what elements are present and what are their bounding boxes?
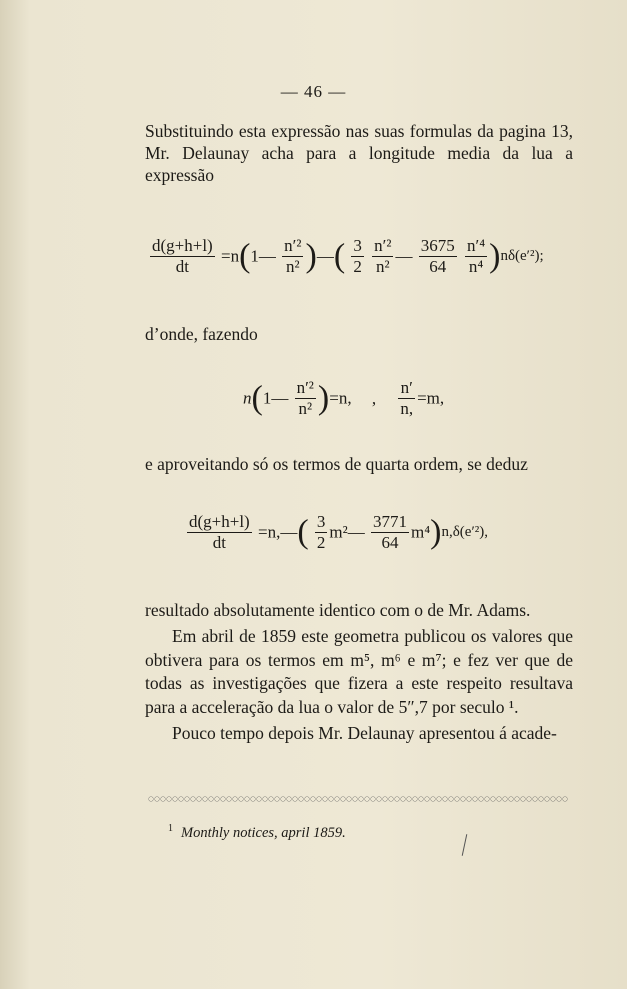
paragraph-donde: d’onde, fazendo <box>145 324 258 344</box>
paragraph-body: resultado absolutamente identico com o de Mr. Adams. Em abril de 1859 este geometra publicou os valores que obtivera para os termos em m⁵, m⁶ e m⁷; e fez ver que de todas as investigações que fizera a este respeito resultava para a acceleração da lua o valor de 5″,7 por seculo ¹. Pouco tempo depois Mr. Delaunay apresentou á acade- <box>145 600 573 743</box>
equation-definitions: n(1— $\frac{\text{n′²}}{\text{n²}}$ )=n, , $\frac{n'}{n,}$ =m, <box>243 378 445 418</box>
fraction-three-halves-2: $\frac{3}{2}$ <box>316 512 326 552</box>
page-number: — 46 — <box>280 82 347 101</box>
fraction-3771-64: $\frac{3771}{64}$ <box>372 512 407 552</box>
fraction-3675-64: $\frac{3675}{64}$ <box>420 236 455 276</box>
fraction-n-ratio-def: $\frac{\text{n′²}}{\text{n²}}$ <box>296 378 314 418</box>
paragraph-intro <box>145 120 573 186</box>
fraction-lhs-2: $\frac{d(g+h+l)}{dt}$ <box>189 512 250 552</box>
footnote: $^1$ Monthly notices, april 1859. <box>168 823 346 841</box>
paragraph-text: Substituindo esta expressão nas suas formulas da pagina 13, Mr. Delaunay acha para a longitude media da lua a expressão <box>145 121 573 185</box>
footnote-divider <box>148 796 568 802</box>
paragraph-quarta-ordem: e aproveitando só os termos de quarta ordem, se deduz <box>145 454 528 474</box>
fraction-m-def: $\frac{n'}{n,}$ <box>400 378 414 418</box>
equation-longitude: $\frac{d(g+h+l)}{dt}$ =n(1— $\frac{\text{n′²}}{\text{n²}}$ )—( $\frac{3}{2}$ $\frac{\text{n′²}}{\text{n²}}$ — $\frac{3675}{64}$ $\frac{\text{n′⁴}}{\text{n⁴}}$ )nδ(e′²); <box>152 236 544 276</box>
fraction-lhs: $\frac{d(g+h+l)}{dt}$ <box>152 236 213 276</box>
pencil-mark <box>462 834 468 856</box>
fraction-n-fourth: $\frac{\text{n′⁴}}{\text{n⁴}}$ <box>466 236 486 276</box>
left-paren: ( <box>239 237 251 275</box>
fraction-three-halves: $\frac{3}{2}$ <box>353 236 362 276</box>
fraction-n-ratio-2: $\frac{\text{n′²}}{\text{n²}}$ <box>374 236 392 276</box>
equation-result: $\frac{d(g+h+l)}{dt}$ =n,—( $\frac{3}{2}$ m²— $\frac{3771}{64}$ m⁴)n,δ(e′²), <box>189 512 488 552</box>
fraction-n-ratio: $\frac{\text{n′²}}{\text{n²}}$ <box>284 236 302 276</box>
